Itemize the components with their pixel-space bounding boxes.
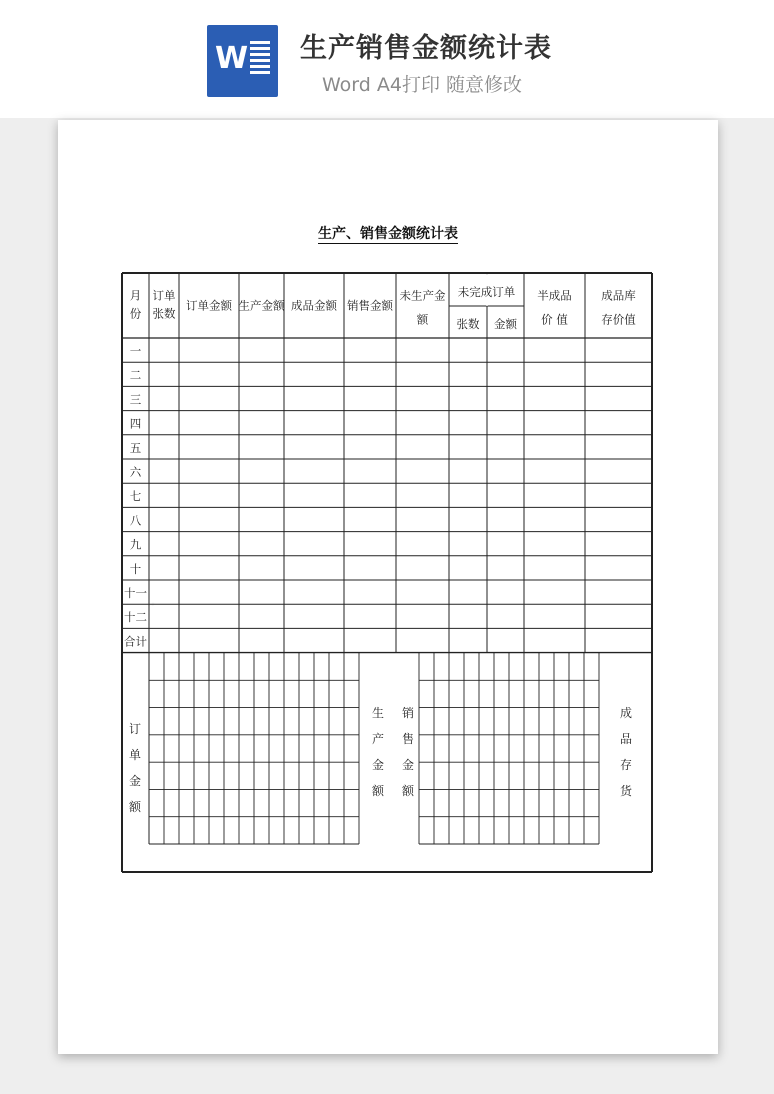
order-amount-label: 订	[128, 722, 142, 736]
banner-title: 生产销售金额统计表	[300, 33, 552, 64]
row-label: 一	[129, 344, 142, 358]
document-page	[58, 120, 718, 1054]
header-order-count: 订单	[152, 288, 176, 303]
sales-amount-label: 金	[401, 758, 415, 772]
row-label: 十二	[124, 610, 147, 625]
order-amount-label: 单	[128, 748, 142, 762]
row-label: 六	[129, 465, 142, 479]
production-amount-label: 生	[371, 706, 385, 720]
header-incomplete-amount: 金额	[494, 317, 517, 331]
header-production-amount: 生产金额	[238, 298, 285, 313]
header-incomplete-count: 张数	[456, 317, 480, 331]
row-label: 八	[129, 513, 142, 528]
header-unproduced-amount: 额	[416, 312, 429, 327]
document-title-text: 生产、销售金额统计表	[318, 226, 458, 242]
production-amount-label: 金	[371, 758, 385, 772]
header-finished-amount: 成品金额	[291, 298, 337, 313]
row-label: 二	[129, 368, 142, 383]
header-finished-stock-value: 成品库	[601, 288, 636, 303]
row-label: 三	[129, 392, 142, 407]
finished-stock-label: 品	[619, 732, 633, 746]
order-amount-label: 额	[128, 800, 142, 814]
header-order-amount: 订单金额	[186, 298, 232, 313]
order-amount-label: 金	[128, 774, 142, 788]
finished-stock-label: 货	[619, 784, 633, 798]
header-month: 份	[129, 306, 142, 321]
banner-subtitle: Word A4打印 随意修改	[322, 74, 523, 96]
sales-amount-label: 销	[401, 706, 415, 720]
banner	[0, 0, 774, 118]
header-order-count: 张数	[152, 306, 176, 321]
word-doc-icon	[207, 25, 278, 97]
header-incomplete-orders: 未完成订单	[457, 285, 516, 299]
finished-stock-label: 成	[619, 706, 633, 720]
sales-amount-label: 额	[401, 784, 415, 798]
header-sales-amount: 销售金额	[347, 298, 393, 313]
row-label: 九	[129, 537, 142, 552]
row-label: 五	[129, 440, 142, 455]
header-semi-finished-value: 半成品	[537, 288, 572, 303]
production-amount-label: 额	[371, 784, 385, 798]
row-label: 七	[129, 489, 142, 504]
header-month: 月	[129, 288, 142, 303]
header-semi-finished-value: 价 值	[541, 312, 568, 327]
row-label: 十	[129, 561, 142, 576]
production-amount-label: 产	[371, 732, 385, 746]
row-label: 四	[129, 416, 142, 431]
header-finished-stock-value: 存价值	[601, 312, 636, 327]
doc-lines-icon	[250, 41, 270, 81]
finished-stock-label: 存	[619, 758, 633, 772]
row-label: 十一	[124, 586, 147, 600]
row-label: 合计	[124, 634, 147, 649]
sales-amount-label: 售	[401, 732, 415, 746]
word-letter: W	[215, 41, 249, 76]
statistics-table	[58, 120, 718, 1054]
header-unproduced-amount: 未生产金	[399, 288, 446, 303]
